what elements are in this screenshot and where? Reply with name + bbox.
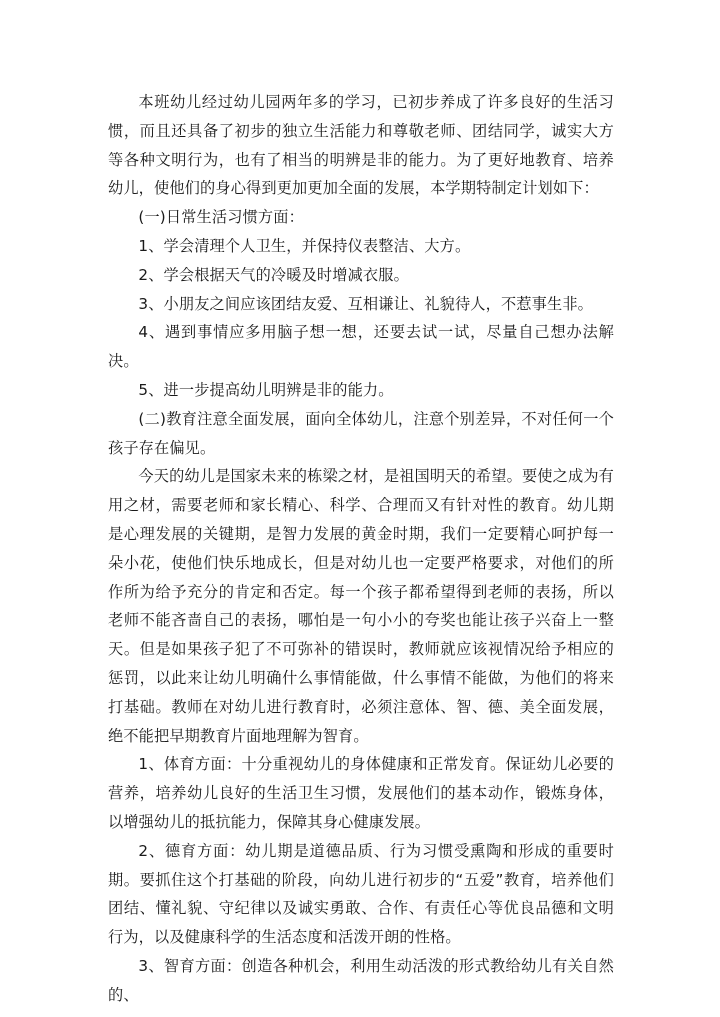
list-item: 2、德育方面：幼儿期是道德品质、行为习惯受熏陶和形成的重要时期。要抓住这个打基础的阶段，向幼儿进行初步的“五爱”教育，培养他们团结、懂礼貌、守纪律以及诚实勇敢、合作、有责任心等优良品德和文明行为，以及健康科学的生活态度和活泼开朗的性格。 [108, 841, 614, 947]
list-item: 3、小朋友之间应该团结友爱、互相谦让、礼貌待人，不惹事生非。 [138, 294, 593, 313]
intro-paragraph: 本班幼儿经过幼儿园两年多的学习，已初步养成了许多良好的生活习惯，而且还具备了初步的独立生活能力和尊敬老师、团结同学，诚实大方等各种文明行为，也有了相当的明辨是非的能力。为了更好地教育、培养幼儿，使他们的身心得到更加更加全面的发展，本学期特制定计划如下： [108, 93, 614, 198]
list-item: 4、遇到事情应多用脑子想一想，还要去试一试，尽量自己想办法解决。 [108, 323, 614, 371]
document-page [108, 88, 614, 1010]
list-item: 1、体育方面：十分重视幼儿的身体健康和正常发育。保证幼儿必要的营养，培养幼儿良好的生活卫生习惯，发展他们的基本动作，锻炼身体，以增强幼儿的抵抗能力，保障其身心健康发展。 [108, 755, 614, 831]
section-heading-education: (二)教育注意全面发展，面向全体幼儿，注意个别差异，不对任何一个孩子存在偏见。 [108, 409, 614, 457]
list-item: 1、学会清理个人卫生，并保持仪表整洁、大方。 [138, 236, 471, 255]
list-item: 2、学会根据天气的冷暖及时增减衣服。 [138, 265, 409, 284]
list-item: 3、智育方面：创造各种机会，利用生动活泼的形式教给幼儿有关自然的、 [108, 956, 614, 1004]
section-heading-daily-habits: (一)日常生活习惯方面： [138, 208, 304, 227]
body-paragraph: 今天的幼儿是国家未来的栋梁之材，是祖国明天的希望。要使之成为有用之材，需要老师和家长精心、科学、合理而又有针对性的教育。幼儿期是心理发展的关键期，是智力发展的黄金时期，我们一定要精心呵护每一朵小花，使他们快乐地成长，但是对幼儿也一定要严格要求，对他们的所作所为给予充分的肯定和否定。每一个孩子都希望得到老师的表扬，所以老师不能吝啬自己的表扬，哪怕是一句小小的夸奖也能让孩子兴奋上一整天。但是如果孩子犯了不可弥补的错误时，教师就应该视情况给予相应的惩罚，以此来让幼儿明确什么事情能做，什么事情不能做，为他们的将来打基础。教师在对幼儿进行教育时，必须注意体、智、德、美全面发展，绝不能把早期教育片面地理解为智育。 [108, 467, 614, 745]
list-item: 5、进一步提高幼儿明辨是非的能力。 [138, 380, 394, 399]
